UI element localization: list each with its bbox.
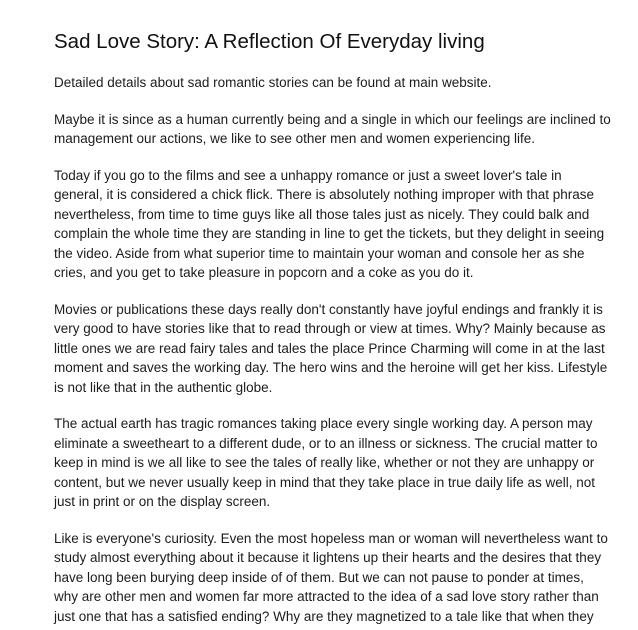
text-line: nevertheless, from time to time guys like all those tales just as nicely. They could balk and bbox=[54, 206, 590, 222]
text-line: moment and saves the working day. The hero wins and the heroine will get her kiss. Lifestyle bbox=[54, 360, 608, 375]
text-line: have long been burying deep inside of of them. But we can not pause to ponder at times, bbox=[54, 569, 584, 585]
paragraph-1 bbox=[54, 73, 594, 93]
paragraph-4 bbox=[54, 300, 608, 398]
text-line: eliminate a sweetheart to a different dude, or to an illness or sickness. The crucial matter to bbox=[54, 435, 598, 451]
text-line: the video. Aside from what superior time to maintain your woman and console her as she bbox=[54, 245, 585, 261]
text-line: Detailed details about sad romantic stories can be found at main website. bbox=[54, 75, 492, 90]
text-line: Movies or publications these days really don't constantly have joyful endings and frankly it is bbox=[54, 301, 603, 317]
text-line: why are other men and women far more attracted to the idea of a sad love story rather than bbox=[54, 589, 599, 604]
text-line: very good to have stories like that to read through or view at times. Why? Mainly because as bbox=[54, 321, 606, 336]
text-line: Maybe it is since as a human currently being and a single in which our feelings are inclined to bbox=[54, 111, 611, 127]
text-line: Today if you go to the films and see a unhappy romance or just a sweet lover's tale in bbox=[54, 167, 562, 183]
text-line: The actual earth has tragic romances taking place every single working day. A person may bbox=[54, 416, 593, 431]
text-line: management our actions, we like to see other men and women experiencing life. bbox=[54, 131, 536, 146]
text-line: study almost everything about it because it lightens up their hearts and the desires that they bbox=[54, 550, 602, 565]
paragraph-5 bbox=[54, 414, 598, 512]
text-line: keep in mind is we all like to see the tales of really like, whether or not they are unhappy or bbox=[54, 455, 595, 470]
text-line: little ones we are read fairy tales and tales the place Prince Charming will come in at the last bbox=[54, 340, 605, 356]
text-line: is not like that in the authentic globe. bbox=[54, 379, 273, 395]
text-line: general, it is considered a chick flick. There is absolutely nothing improper with that phrase bbox=[54, 187, 595, 202]
text-line: content, but we never usually keep in mind that they take place in true daily life as well, not bbox=[54, 474, 596, 490]
paragraph-6 bbox=[54, 529, 608, 627]
paragraph-3 bbox=[54, 166, 605, 283]
document-title: Sad Love Story: A Reflection Of Everyday living bbox=[54, 30, 485, 53]
paragraph-2 bbox=[54, 110, 611, 149]
text-line: just in print or on the display screen. bbox=[54, 494, 271, 509]
text-line: cries, and you get to take pleasure in popcorn and a coke as you do it. bbox=[54, 265, 474, 280]
text-line: Like is everyone's curiosity. Even the most hopeless man or woman will nevertheless want to bbox=[54, 530, 608, 546]
text-line: complain the whole time they are standing in line to get the tickets, but they delight in seeing bbox=[54, 226, 605, 241]
text-line: just one that has a satisfied ending? Why are they magnetized to a tale like that when they bbox=[54, 608, 594, 624]
document-body bbox=[54, 73, 611, 630]
